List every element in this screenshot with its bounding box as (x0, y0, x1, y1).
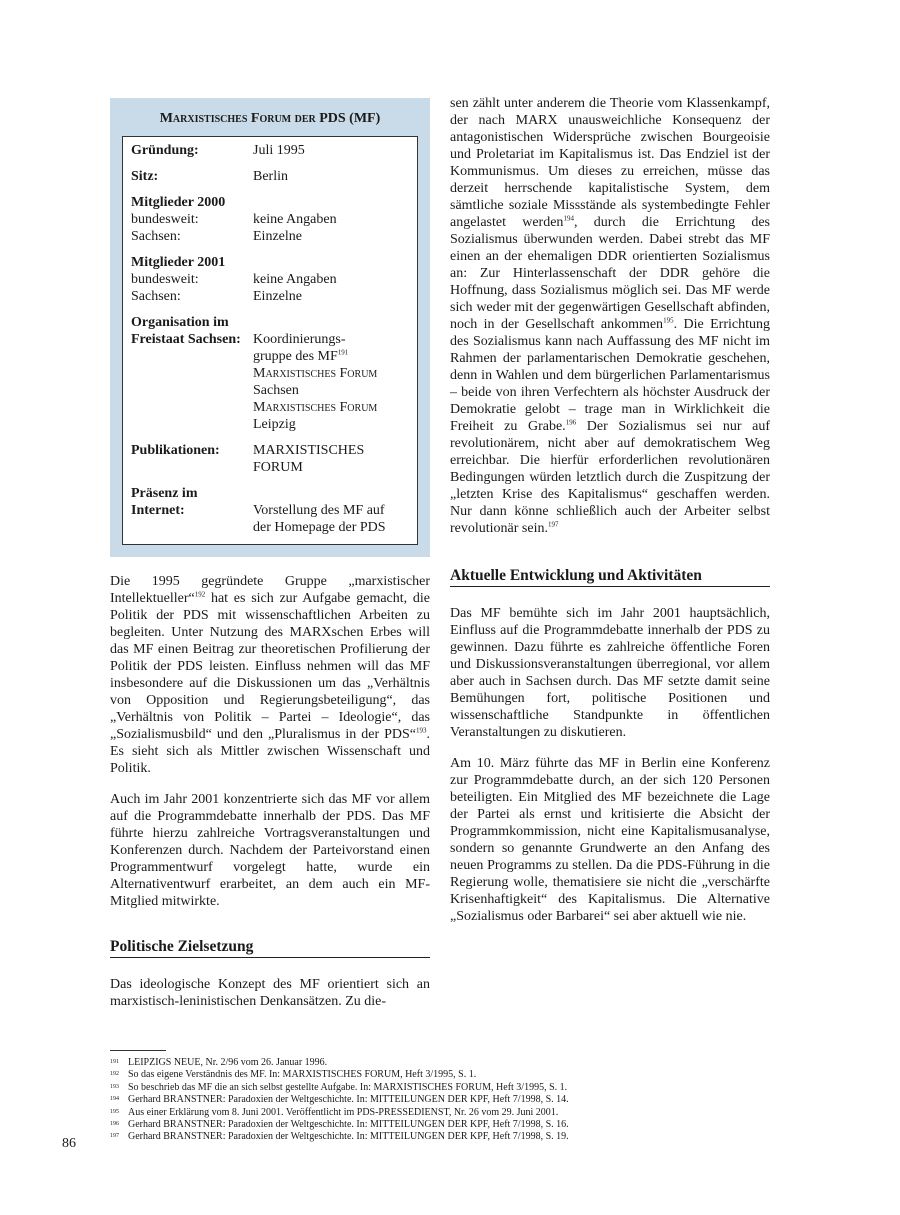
members-2000-heading: Mitglieder 2000 (131, 195, 226, 210)
publications-row (131, 442, 409, 476)
footnote-ref-195[interactable]: 195 (663, 316, 674, 325)
organisation-value-line2: gruppe des MF (253, 349, 338, 364)
founding-label: Gründung: (131, 143, 199, 158)
footnote-194 (110, 1094, 750, 1106)
paragraph-ideology: Das ideologische Konzept des MF orientiert sich an marxistisch-leninistischen Denkansätzen. Zu die- (110, 977, 430, 1009)
footnote-text: Gerhard BRANSTNER: Paradoxien der Weltgeschichte. In: MITTEILUNGEN DER KPF, Heft 7/1998, S. 14. (128, 1094, 569, 1106)
members-2000-saxony-label: Sachsen: (131, 229, 181, 244)
footnote-number: 193 (110, 1083, 119, 1090)
footnotes (110, 1050, 750, 1144)
footnote-number: 194 (110, 1096, 119, 1103)
organisation-value-line4: Sachsen (253, 383, 299, 398)
footnote-193 (110, 1082, 750, 1094)
members-2001-saxony-label: Sachsen: (131, 289, 181, 304)
paragraph-ideology-cont-part3: . Die Errichtung des Sozialismus kann nach Auffassung des MF nicht im Rahmen der parlamentarischen Demokratie geschehen, denn in Wahlen und dem bürgerlichen Parlamentarismus – beide von ihren Verfechtern als höchster Ausdruck der Demokratie gelobt – trage man in Wirklichkeit die Freiheit zu Grabe. (450, 317, 770, 434)
internet-value-line2: der Homepage der PDS (253, 520, 386, 535)
footnote-195 (110, 1107, 750, 1119)
paragraph-2001: Auch im Jahr 2001 konzentrierte sich das MF vor allem auf die Programmdebatte innerhalb der PDS. Das MF führte hierzu zahlreiche Vortragsveranstaltungen und Konferenzen durch. Nachdem der Parteivorstand einen Programmentwurf vorgelegt hatte, wurde ein Alternativentwurf erarbeitet, an dem auch ein MF-Mitglied mitwirkte. (110, 792, 430, 909)
footnote-text: So das eigene Verständnis des MF. In: MARXISTISCHES FORUM, Heft 3/1995, S. 1. (128, 1069, 477, 1081)
footnote-number: 192 (110, 1071, 119, 1078)
internet-group (131, 485, 409, 536)
footnote-divider (110, 1050, 166, 1051)
organisation-value-line1: Koordinierungs- (253, 332, 346, 347)
founding-value: Juli 1995 (253, 143, 305, 158)
organisation-group (131, 314, 409, 433)
internet-label-line1: Präsenz im (131, 486, 198, 501)
left-column (110, 98, 430, 1024)
internet-value-line1: Vorstellung des MF auf (253, 503, 385, 518)
members-2001-heading: Mitglieder 2001 (131, 255, 226, 270)
seat-value: Berlin (253, 169, 288, 184)
paragraph-intro-part1: Die 1995 gegründete Gruppe „marxistischer Intellektueller“ (110, 574, 430, 606)
publications-value-line1: MARXISTISCHES (253, 443, 365, 458)
footnote-text: Gerhard BRANSTNER: Paradoxien der Weltgeschichte. In: MITTEILUNGEN DER KPF, Heft 7/1998, S. 16. (128, 1119, 569, 1131)
organisation-value (253, 331, 409, 433)
paragraph-ideology-cont-part4: Der Sozialismus sei nur auf revolutionärem, nicht aber auf demokratischem Weg erreichbar. Die hierfür erforderlichen revolutionären Bedingungen würden letztlich durch die Zuspitzung der „letzten Krise des Kapitalismus“ geschaffen werden. Nur dann könne schließlich auch der Arbeiter selbst revolutionär sein. (450, 419, 770, 536)
footnote-196 (110, 1119, 750, 1131)
seat-row (131, 168, 409, 185)
organisation-value-line5: Marxistisches Forum (253, 400, 378, 415)
organisation-value-line3: Marxistisches Forum (253, 366, 378, 381)
paragraph-conference: Am 10. März führte das MF in Berlin eine Konferenz zur Programmdebatte durch, an der sich 120 Personen beteiligten. Ein Mitglied des MF bezeichnete die Lage der Partei als ernst und kritisierte die Absicht der Programmkommission, nicht eine Kapitalismusanalyse, sondern so genannte Grundwerte an den Anfang des neuen Programms zu stellen. Da die PDS-Führung in die Regierung wolle, thematisiere sie nicht die „verschärfte Krisenhaftigkeit“ des Kapitalismus. Die Alternative „Sozialismus oder Barbarei“ sei aber aktuell wie nie. (450, 756, 770, 924)
footnote-191 (110, 1057, 750, 1069)
footnote-ref-196[interactable]: 196 (565, 418, 577, 427)
footnote-ref-197[interactable]: 197 (547, 520, 559, 529)
footnote-192 (110, 1069, 750, 1081)
members-2000-saxony-value: Einzelne (253, 229, 302, 244)
members-2001-federal-label: bundesweit: (131, 272, 199, 287)
paragraph-intro (110, 573, 430, 777)
footnote-number: 195 (110, 1108, 119, 1115)
paragraph-activities: Das MF bemühte sich im Jahr 2001 hauptsächlich, Einfluss auf die Programmdebatte innerhalb der PDS zu gewinnen. Dazu führte es zahlreiche öffentliche Foren und Diskussionsveranstaltungen überregional, vor allem aber auch in Sachsen durch. Das MF setzte damit seine Bemühungen fort, politische Positionen und wissenschaftliche Standpunkte in öffentlichen Veranstaltungen zu diskutieren. (450, 606, 770, 740)
footnote-number: 191 (110, 1059, 119, 1065)
members-2001-federal-value: keine Angaben (253, 272, 337, 287)
paragraph-ideology-cont-part1: sen zählt unter anderem die Theorie vom Klassenkampf, der nach MARX unausweichliche Konsequenz der antagonistischen Widersprüche zwischen Bourgeoisie und Proletariat im Kapitalismus ist. Das Endziel ist der Kommunismus. Um dieses zu erreichen, müsse das derzeit herrschende kapitalistische System, dem sämtliche soziale Missstände als systembedingte Fehler angelastet werden (450, 96, 770, 230)
organisation-label-line1: Organisation im (131, 315, 229, 330)
organisation-label-line2: Freistaat Sachsen: (131, 332, 241, 347)
paragraph-ideology-cont-part2: , durch die Errichtung des Sozialismus überwunden werden. Dabei strebt das MF einen an der ehemaligen DDR orientierten Sozialismus an: Zur Hinterlassenschaft der DDR gehöre die Hoffnung, dass Sozialismus möglich sei. Das MF werde sich weder mit der gegenwärtigen Gesellschaft abfinden, noch in der Gesellschaft ankommen (450, 215, 770, 332)
heading-politische-zielsetzung: Politische Zielsetzung (110, 938, 430, 958)
members-2001-group (131, 254, 409, 305)
footnote-text: Gerhard BRANSTNER: Paradoxien der Weltgeschichte. In: MITTEILUNGEN DER KPF, Heft 7/1998, S. 19. (128, 1131, 569, 1143)
seat-label: Sitz: (131, 169, 159, 184)
organisation-value-line6: Leipzig (253, 417, 296, 432)
founding-row (131, 142, 409, 159)
footnote-197 (110, 1131, 750, 1143)
members-2000-federal-label: bundesweit: (131, 212, 199, 227)
page-number: 86 (62, 1136, 76, 1151)
publications-value-line2: FORUM (253, 460, 303, 475)
paragraph-intro-part2: hat es sich zur Aufgabe gemacht, die Politik der PDS mit wissenschaftlichen Arbeiten zu begleiten. Unter Nutzung des MARXschen Erbes will das MF einen Beitrag zur theoretischen Profilierung der Politik der PDS leisten. Einfluss nehmen will das MF insbesondere auf die Diskussionen um das „Verhältnis von Opposition und Regierungsbeteiligung“, das „Verhältnis von Politik – Partei – Ideologie“, das „Sozialismusbild“ und den „Pluralismus in der PDS“ (110, 591, 430, 742)
internet-value (253, 502, 409, 536)
members-2001-saxony-value: Einzelne (253, 289, 302, 304)
footnote-text: Aus einer Erklärung vom 8. Juni 2001. Veröffentlicht im PDS-PRESSEDIENST, Nr. 26 vom 29. Juni 2001. (128, 1106, 559, 1118)
members-2000-group (131, 194, 409, 245)
paragraph-intro-part3: . Es sieht sich als Mittler zwischen Wissenschaft und Politik. (110, 727, 430, 776)
info-box (110, 98, 430, 557)
publications-value (253, 442, 409, 476)
footnote-ref-191[interactable]: 191 (337, 348, 349, 357)
paragraph-ideology-cont (450, 95, 770, 537)
footnote-ref-192[interactable]: 192 (194, 590, 206, 599)
info-box-title: Marxistisches Forum der PDS (MF) (159, 111, 381, 126)
footnote-number: 197 (110, 1133, 119, 1140)
info-box-table (122, 136, 418, 545)
footnote-number: 196 (110, 1121, 119, 1128)
footnote-ref-193[interactable]: 193 (416, 726, 427, 735)
members-2000-federal-value: keine Angaben (253, 212, 337, 227)
internet-label-line2: Internet: (131, 503, 185, 518)
footnote-text: So beschrieb das MF die an sich selbst gestellte Aufgabe. In: MARXISTISCHES FORUM, Heft 3/1995, S. 1. (128, 1081, 568, 1093)
footnote-text: LEIPZIGS NEUE, Nr. 2/96 vom 26. Januar 1996. (128, 1057, 328, 1068)
publications-label: Publikationen: (131, 443, 220, 458)
right-column (450, 95, 770, 939)
heading-aktuelle-entwicklung: Aktuelle Entwicklung und Aktivitäten (450, 567, 770, 587)
footnote-ref-194[interactable]: 194 (563, 214, 574, 223)
